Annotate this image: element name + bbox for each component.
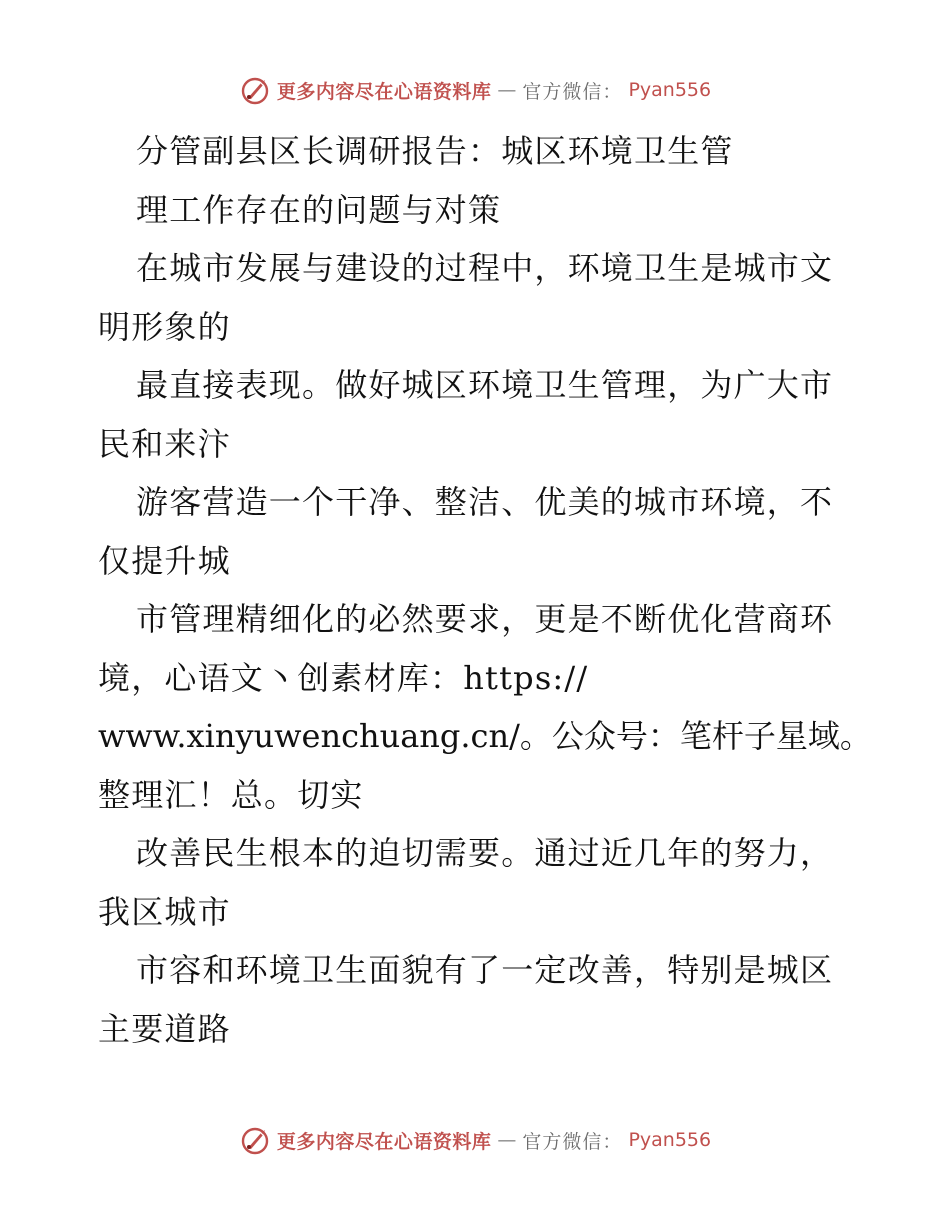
text-line: 市容和环境卫生面貌有了一定改善，特别是城区 [136,951,834,989]
text-line: 仅提升城 [98,541,231,580]
footer-wechat-label: 官方微信： [522,1130,623,1153]
text-line: 我区城市 [98,892,231,931]
quill-logo-icon [239,74,271,106]
header-separator: — [497,79,517,101]
header-site-text: 更多内容尽在心语资料库 [276,80,492,103]
document-body [98,122,872,1058]
footer-banner [0,1120,950,1160]
text-line: 改善民生根本的迫切需要。通过近几年的努力， [136,834,834,872]
text-line: www.xinyuwenchuang.cn/。公众号：笔杆子星域。 [98,717,872,755]
text-line: 整理汇！总。切实 [98,775,364,814]
header-wechat-id: Pyan556 [628,79,712,101]
footer-wechat-id: Pyan556 [628,1129,712,1151]
text-line: 市管理精细化的必然要求，更是不断优化营商环 [136,600,834,638]
text-line: 境，心语文丶创素材库：https:// [98,658,589,697]
footer-site-text: 更多内容尽在心语资料库 [276,1130,492,1153]
text-line: 游客营造一个干净、整洁、优美的城市环境，不 [136,483,834,521]
header-wechat-label: 官方微信： [522,80,623,103]
text-line: 明形象的 [98,307,231,346]
text-line: 最直接表现。做好城区环境卫生管理，为广大市 [136,366,834,404]
text-line: 在城市发展与建设的过程中，环境卫生是城市文 [136,249,834,287]
quill-logo-icon [239,1124,271,1156]
header-banner [0,70,950,110]
footer-separator: — [497,1129,517,1151]
text-line: 分管副县区长调研报告：城区环境卫生管 [136,132,734,170]
text-line: 民和来汴 [98,424,231,463]
text-line: 主要道路 [98,1009,231,1048]
text-line: 理工作存在的问题与对策 [136,190,502,229]
